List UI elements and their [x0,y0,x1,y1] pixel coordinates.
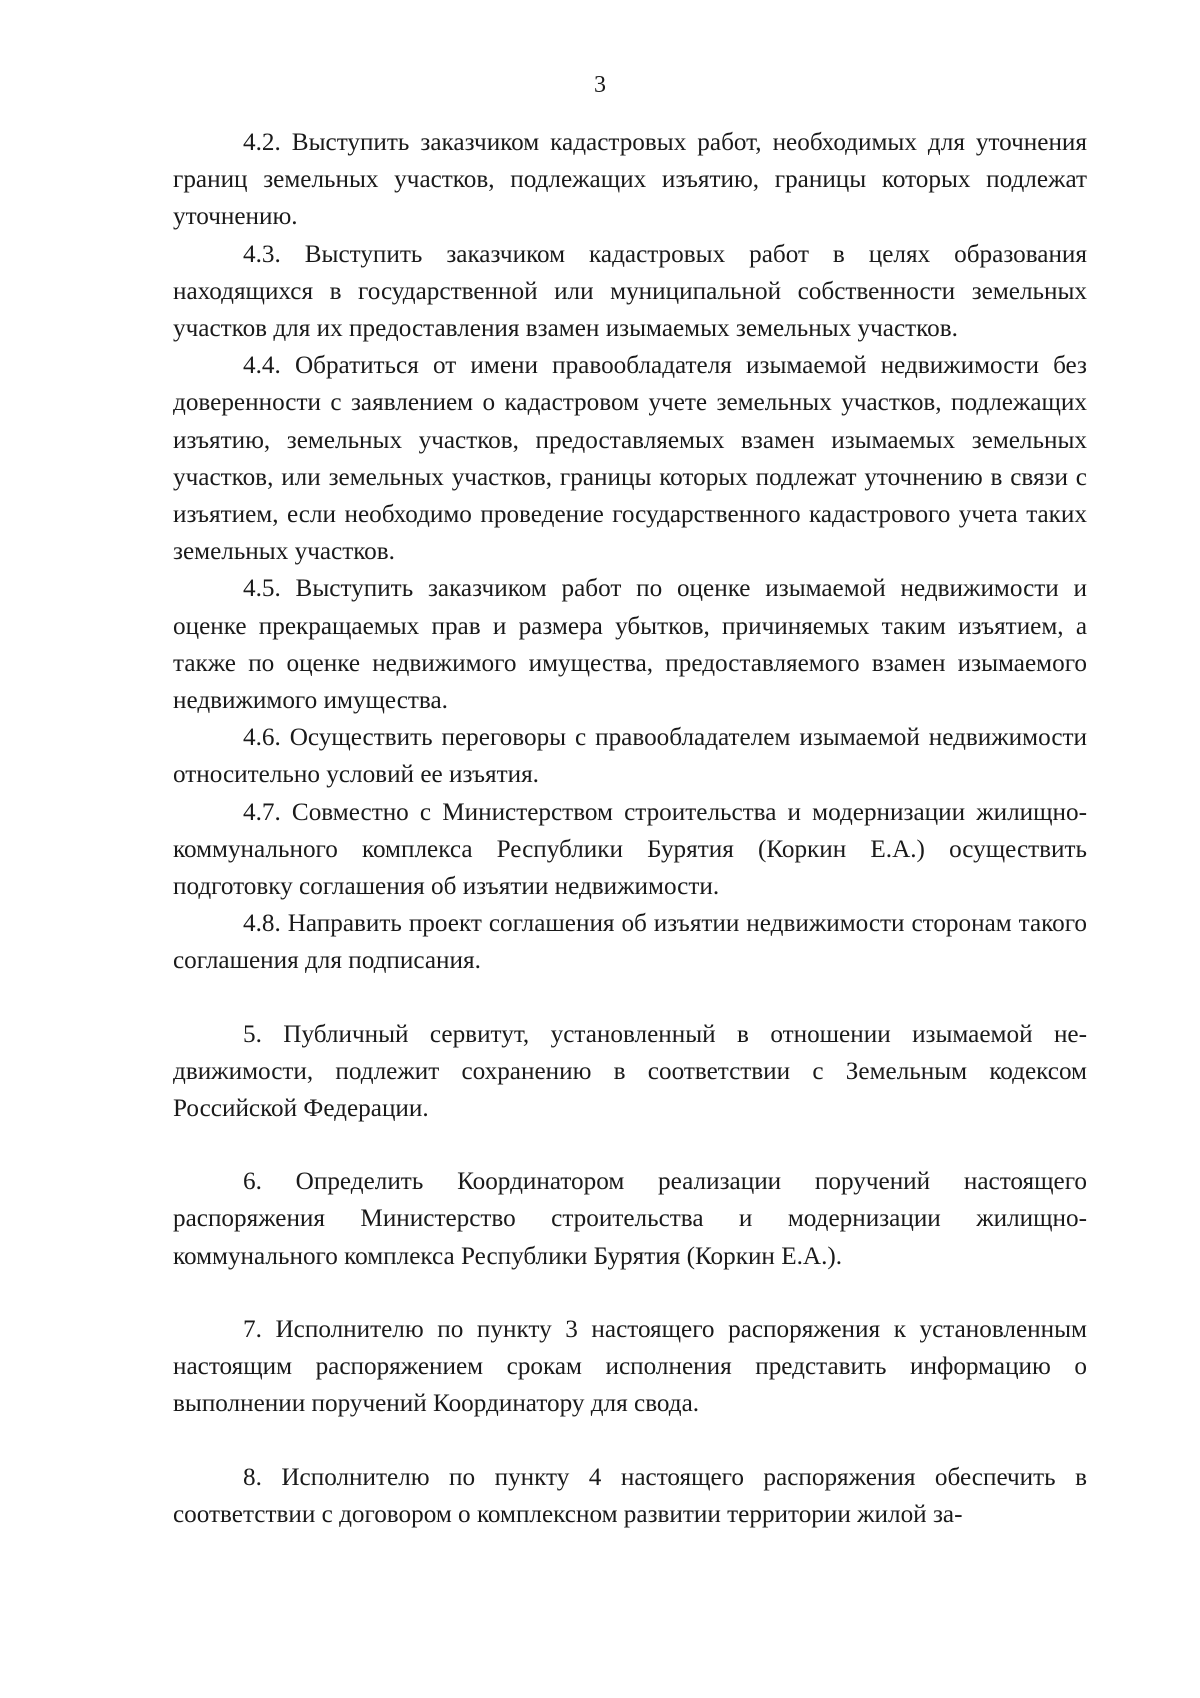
paragraph-4-6: 4.6. Осуществить переговоры с правообладателем изымаемой недвижимости относительно условий ее изъятия. [173,724,1087,789]
paragraph-4-3: 4.3. Выступить заказчиком кадастровых работ в целях образования находящихся в государственной или муниципальной собственности земельных участков для их предоставления взамен изымаемых земельных участков. [173,240,1087,343]
paragraph-6: 6. Определить Координатором реализации поручений настоящего распоряжения Министерство строительства и модернизации жилищно-коммунального комплекса Республики Бурятия (Коркин Е.А.). [173,1168,1087,1270]
paragraph-4-2: 4.2. Выступить заказчиком кадастровых работ, необходимых для уточнения границ земельных участков, подлежащих изъятию, границы которых подлежат уточнению. [173,129,1087,231]
paragraph-4-7: 4.7. Совместно с Министерством строительства и модернизации жилищно-коммунального комплекса Республики Бурятия (Коркин Е.А.) осуществить подготовку соглашения об изъятии недвижимости. [173,798,1087,901]
paragraph-5: 5. Публичный сервитут, установленный в отношении изымаемой недвижимости, подлежит сохранению в соответствии с Земельным кодексом Российской Федерации. [173,1020,1087,1123]
document-body [173,124,1087,1533]
paragraph-8: 8. Исполнителю по пункту 4 настоящего распоряжения обеспечить в соответствии с договором о комплексном развитии территории жилой за- [173,1463,1087,1528]
paragraph-4-5: 4.5. Выступить заказчиком работ по оценке изымаемой недвижимости и оценке прекращаемых прав и размера убытков, причиняемых таким изъятием, а также по оценке недвижимого имущества, предоставляемого взамен изымаемого недвижимого имущества. [173,575,1087,715]
paragraph-4-8: 4.8. Направить проект соглашения об изъятии недвижимости сторонам такого соглашения для подписания. [173,910,1087,975]
page-number: 3 [594,72,606,98]
paragraph-4-4: 4.4. Обратиться от имени правообладателя изымаемой недвижимости без доверенности с заявлением о кадастровом учете земельных участков, подлежащих изъятию, земельных участков, предоставляемых взамен изымаемых земельных участков, или земельных участков, границы которых подлежат уточнению в связи с изъятием, если необходимо проведение государственного кадастрового учета таких земельных участков. [173,352,1087,566]
paragraph-7: 7. Исполнителю по пункту 3 настоящего распоряжения к установленным настоящим распоряжением срокам исполнения представить информацию о выполнении поручений Координатору для свода. [173,1315,1087,1418]
